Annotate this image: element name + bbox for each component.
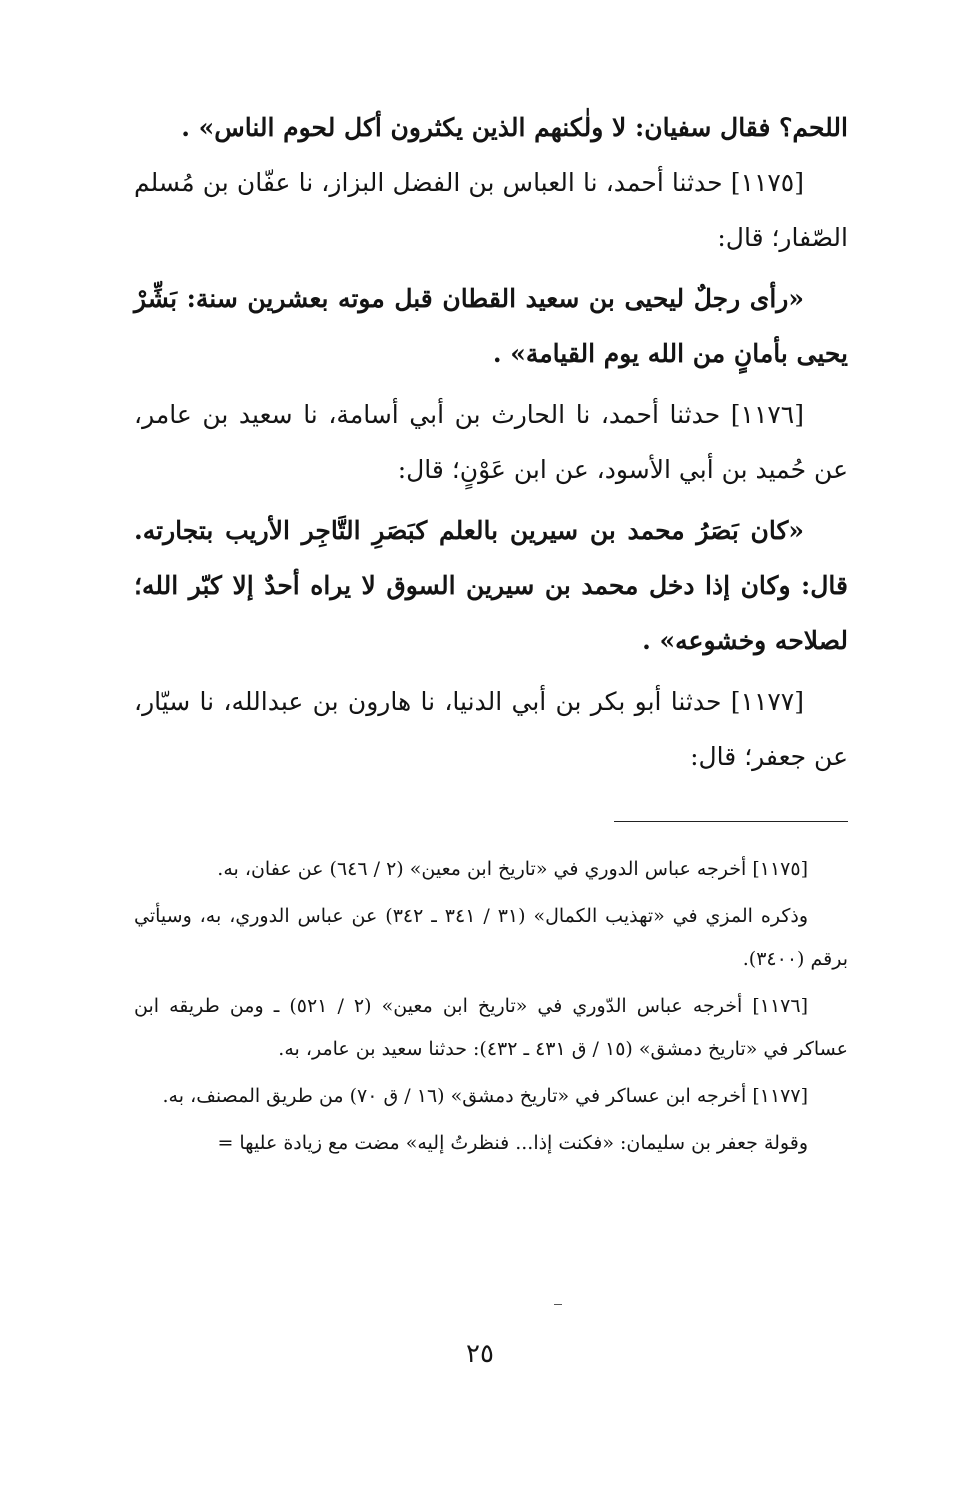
footnotes-block [134, 848, 848, 1169]
hadith-1176-text: «كان بَصَرُ محمد بن سيرين بالعلم كبَصَرِ التَّاجِر الأريب بتجارته. قال: وكان إذا دخل محمد بن سيرين السوق لا يراه أحدٌ إلا كبّر الله؛ لصلاحه وخشوعه» . [134, 516, 848, 655]
hadith-1175-text: «رأى رجلٌ ليحيى بن سعيد القطان قبل موته بعشرين سنة: بَشِّرْ يحيى بأمانٍ من الله يوم القيامة» . [134, 284, 848, 368]
quote-continuation: اللحم؟ فقال سفيان: لا ولٰكنهم الذين يكثرون أكل لحوم الناس» . [181, 113, 848, 142]
hadith-1176-isnad: [١١٧٦] حدثنا أحمد، نا الحارث بن أبي أسامة، نا سعيد بن عامر، عن حُميد بن أبي الأسود، عن ابن عَوْنٍ؛ قال: [134, 400, 848, 484]
footnote-1177-continued: وقولة جعفر بن سليمان: «فكنت إذا... فنظرتُ إليه» مضت مع زيادة عليها = [217, 1132, 808, 1154]
footnote-1175-continued: وذكره المزي في «تهذيب الكمال» (٣١ / ٣٤١ ـ ٣٤٢) عن عباس الدوري، به، وسيأتي برقم (٣٤٠٠). [134, 905, 848, 970]
main-text-block [134, 100, 848, 784]
page-number: ٢٥ [466, 1339, 494, 1369]
footnote-1177: [١١٧٧] أخرجه ابن عساكر في «تاريخ دمشق» (١٦ / ق ٧٠) من طريق المصنف، به. [162, 1085, 808, 1107]
footnote-1176: [١١٧٦] أخرجه عباس الدّوري في «تاريخ ابن معين» (٢ / ٥٢١) ـ ومن طريقه ابن عساكر في «تاريخ دمشق» (١٥ / ق ٤٣١ ـ ٤٣٢): حدثنا سعيد بن عامر، به. [134, 995, 848, 1060]
footnote-separator [614, 821, 848, 822]
footnote-1175: [١١٧٥] أخرجه عباس الدوري في «تاريخ ابن معين» (٢ / ٦٤٦) عن عفان، به. [217, 858, 808, 880]
hadith-1175-isnad: [١١٧٥] حدثنا أحمد، نا العباس بن الفضل البزاز، نا عفّان بن مُسلم الصّفار؛ قال: [134, 168, 848, 252]
decorative-mark [554, 1304, 562, 1305]
hadith-1177-isnad: [١١٧٧] حدثنا أبو بكر بن أبي الدنيا، نا هارون بن عبدالله، نا سيّار، عن جعفر؛ قال: [134, 687, 848, 771]
